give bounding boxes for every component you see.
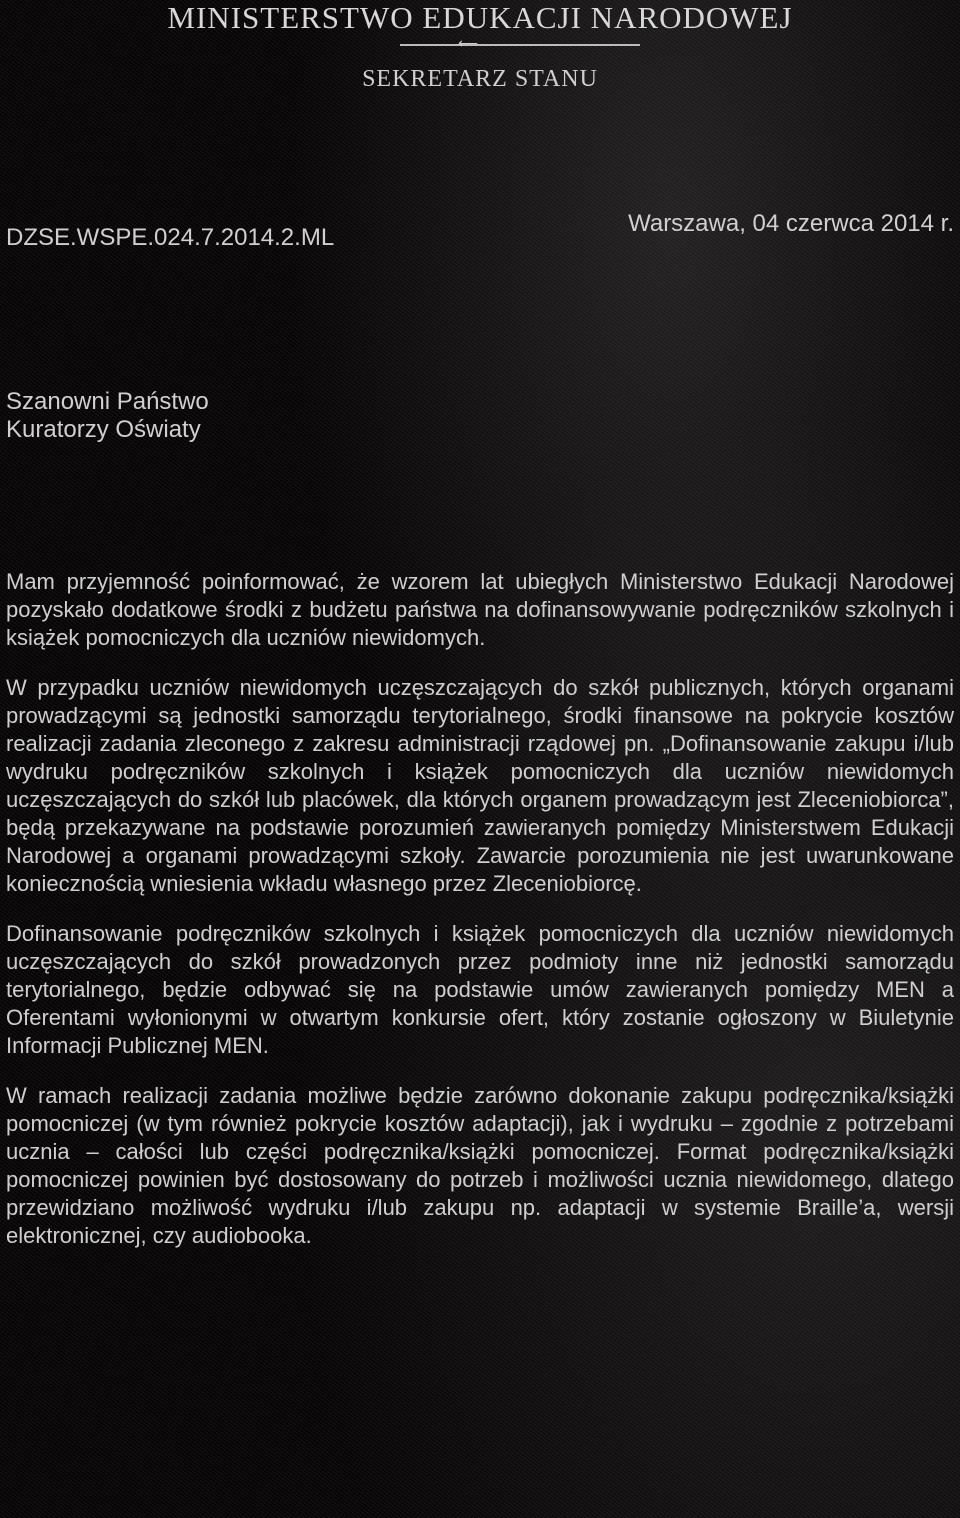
body-paragraph-3: Dofinansowanie podręczników szkolnych i książek pomocniczych dla uczniów niewidomych uczęszczających do szkół prowadzonych przez podmioty inne niż jednostki samorządu terytorialnego, będzie odbywać się na podstawie umów zawieranych pomiędzy MEN a Oferentami wyłonionymi w otwartym konkursie ofert, który zostanie ogłoszony w Biuletynie Informacji Publicznej MEN. [6, 921, 954, 1058]
body-paragraph-4: W ramach realizacji zadania możliwe będzie zarówno dokonanie zakupu podręcznika/książki pomocniczej (w tym również pokrycie kosztów adaptacji), jak i wydruku – zgodnie z potrzebami ucznia – całości lub części podręcznika/książki pomocniczej. Format podręcznika/książki pomocniczej powinien być dostosowany do potrzeb i możliwości ucznia niewidomego, dlatego przewidziano możliwość wydruku i/lub zakupu np. adaptacji w systemie Braille’a, wersji elektronicznej, czy audiobooka. [6, 1083, 954, 1248]
header-divider [400, 44, 640, 46]
ministry-title: MINISTERSTWO EDUKACJI NARODOWEJ [167, 0, 793, 35]
body-paragraph-2: W przypadku uczniów niewidomych uczęszczających do szkół publicznych, których organami prowadzącymi są jednostki samorządu terytorialnego, środki finansowe na pokrycie kosztów realizacji zadania zleconego z zakresu administracji rządowej pn. „Dofinansowanie zakupu i/lub wydruku podręczników szkolnych i książek pomocniczych dla uczniów niewidomych uczęszczających do szkół lub placówek, dla których organem prowadzącym jest Zleceniobiorca”, będą przekazywane na podstawie porozumień zawieranych pomiędzy Ministerstwem Edukacji Narodowej a organami prowadzącymi szkoły. Zawarcie porozumienia nie jest uwarunkowane koniecznością wniesienia wkładu własnego przez Zleceniobiorcę. [6, 675, 954, 896]
addressee-line-2: Kuratorzy Oświaty [6, 416, 201, 443]
addressee [6, 388, 209, 444]
header-ornament-icon: ⟵ [458, 35, 479, 51]
reference-number: DZSE.WSPE.024.7.2014.2.ML [6, 224, 335, 251]
ministry-subtitle: SEKRETARZ STANU [362, 66, 598, 92]
letter-date: Warszawa, 04 czerwca 2014 r. [628, 210, 954, 237]
letter-body [6, 568, 954, 1272]
body-paragraph-1: Mam przyjemność poinformować, że wzorem lat ubiegłych Ministerstwo Edukacji Narodowej pozyskało dodatkowe środki z budżetu państwa na dofinansowywanie podręczników szkolnych i książek pomocniczych dla uczniów niewidomych. [6, 569, 954, 650]
addressee-line-1: Szanowni Państwo [6, 388, 209, 415]
